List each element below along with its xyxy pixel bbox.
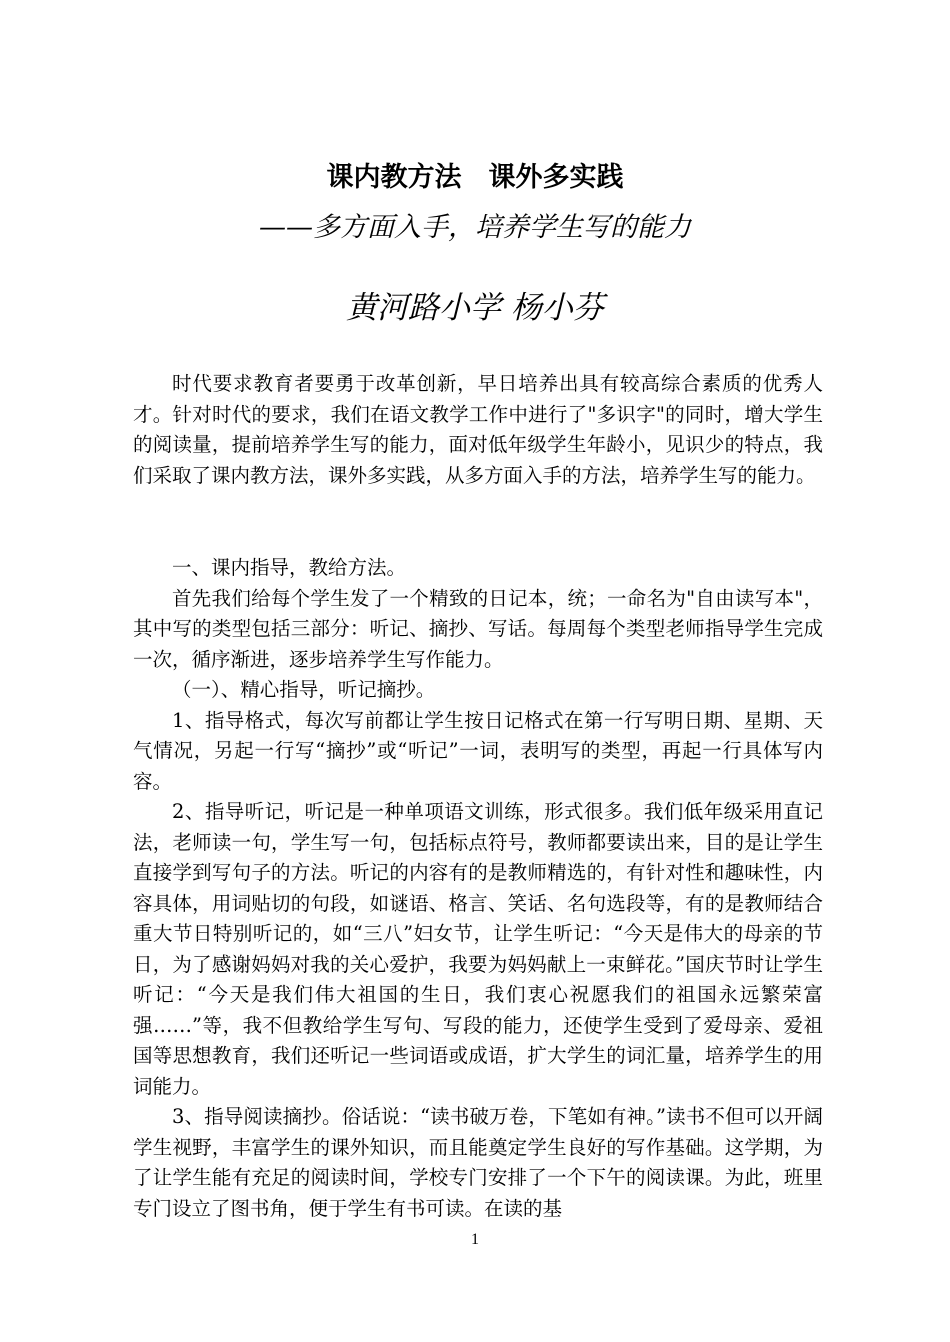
body-paragraph: 首先我们给每个学生发了一个精致的日记本，统；一命名为"自由读写本"，其中写的类型包括三部分：听记、摘抄、写话。每周每个类型老师指导学生完成一次，循序渐进，逐步培养学生写作能力。 xyxy=(133,586,823,671)
section-heading: 一、课内指导，教给方法。 xyxy=(172,556,407,579)
body-paragraph: 1、指导格式，每次写前都让学生按日记格式在第一行写明日期、星期、天气情况，另起一行写“摘抄”或“听记”一词，表明写的类型，再起一行具体写内容。 xyxy=(133,708,823,793)
body-paragraph: 3、指导阅读摘抄。俗话说：“读书破万卷，下笔如有神。”读书不但可以开阔学生视野，丰富学生的课外知识，而且能奠定学生良好的写作基础。这学期，为了让学生能有充足的阅读时间，学校专门安排了一个下午的阅读课。为此，班里专门设立了图书角，便于学生有书可读。在读的基 xyxy=(133,1105,823,1220)
main-section xyxy=(133,553,823,1224)
page-number: 1 xyxy=(471,1231,479,1248)
body-paragraph: 2、指导听记，听记是一种单项语文训练，形式很多。我们低年级采用直记法，老师读一句，学生写一句，包括标点符号，教师都要读出来，目的是让学生直接学到写句子的方法。听记的内容有的是教师精选的，有针对性和趣味性，内容具体，用词贴切的句段，如谜语、格言、笑话、名句选段等，有的是教师结合重大节日特别听记的，如“三八”妇女节，让学生听记：“今天是伟大的母亲的节日，为了感谢妈妈对我的关心爱护，我要为妈妈献上一束鲜花。”国庆节时让学生听记：“今天是我们伟大祖国的生日，我们衷心祝愿我们的祖国永远繁荣富强……”等，我不但教给学生写句、写段的能力，还使学生受到了爱母亲、爱祖国等思想教育，我们还听记一些词语或成语，扩大学生的词汇量，培养学生的用词能力。 xyxy=(133,800,823,1098)
subsection-heading: （一）、精心指导，听记摘抄。 xyxy=(172,678,436,701)
document-author: 黄河路小学 杨小芬 xyxy=(346,290,604,326)
document-title: 课内教方法 课外多实践 xyxy=(326,162,624,193)
intro-section xyxy=(133,369,823,491)
intro-paragraph: 时代要求教育者要勇于改革创新，早日培养出具有较高综合素质的优秀人才。针对时代的要求，我们在语文教学工作中进行了"多识字"的同时，增大学生的阅读量，提前培养学生写的能力，面对低年级学生年龄小，见识少的特点，我们采取了课内教方法，课外多实践，从多方面入手的方法，培养学生写的能力。 xyxy=(133,372,823,487)
document-subtitle: ——多方面入手，培养学生写的能力 xyxy=(259,212,691,243)
